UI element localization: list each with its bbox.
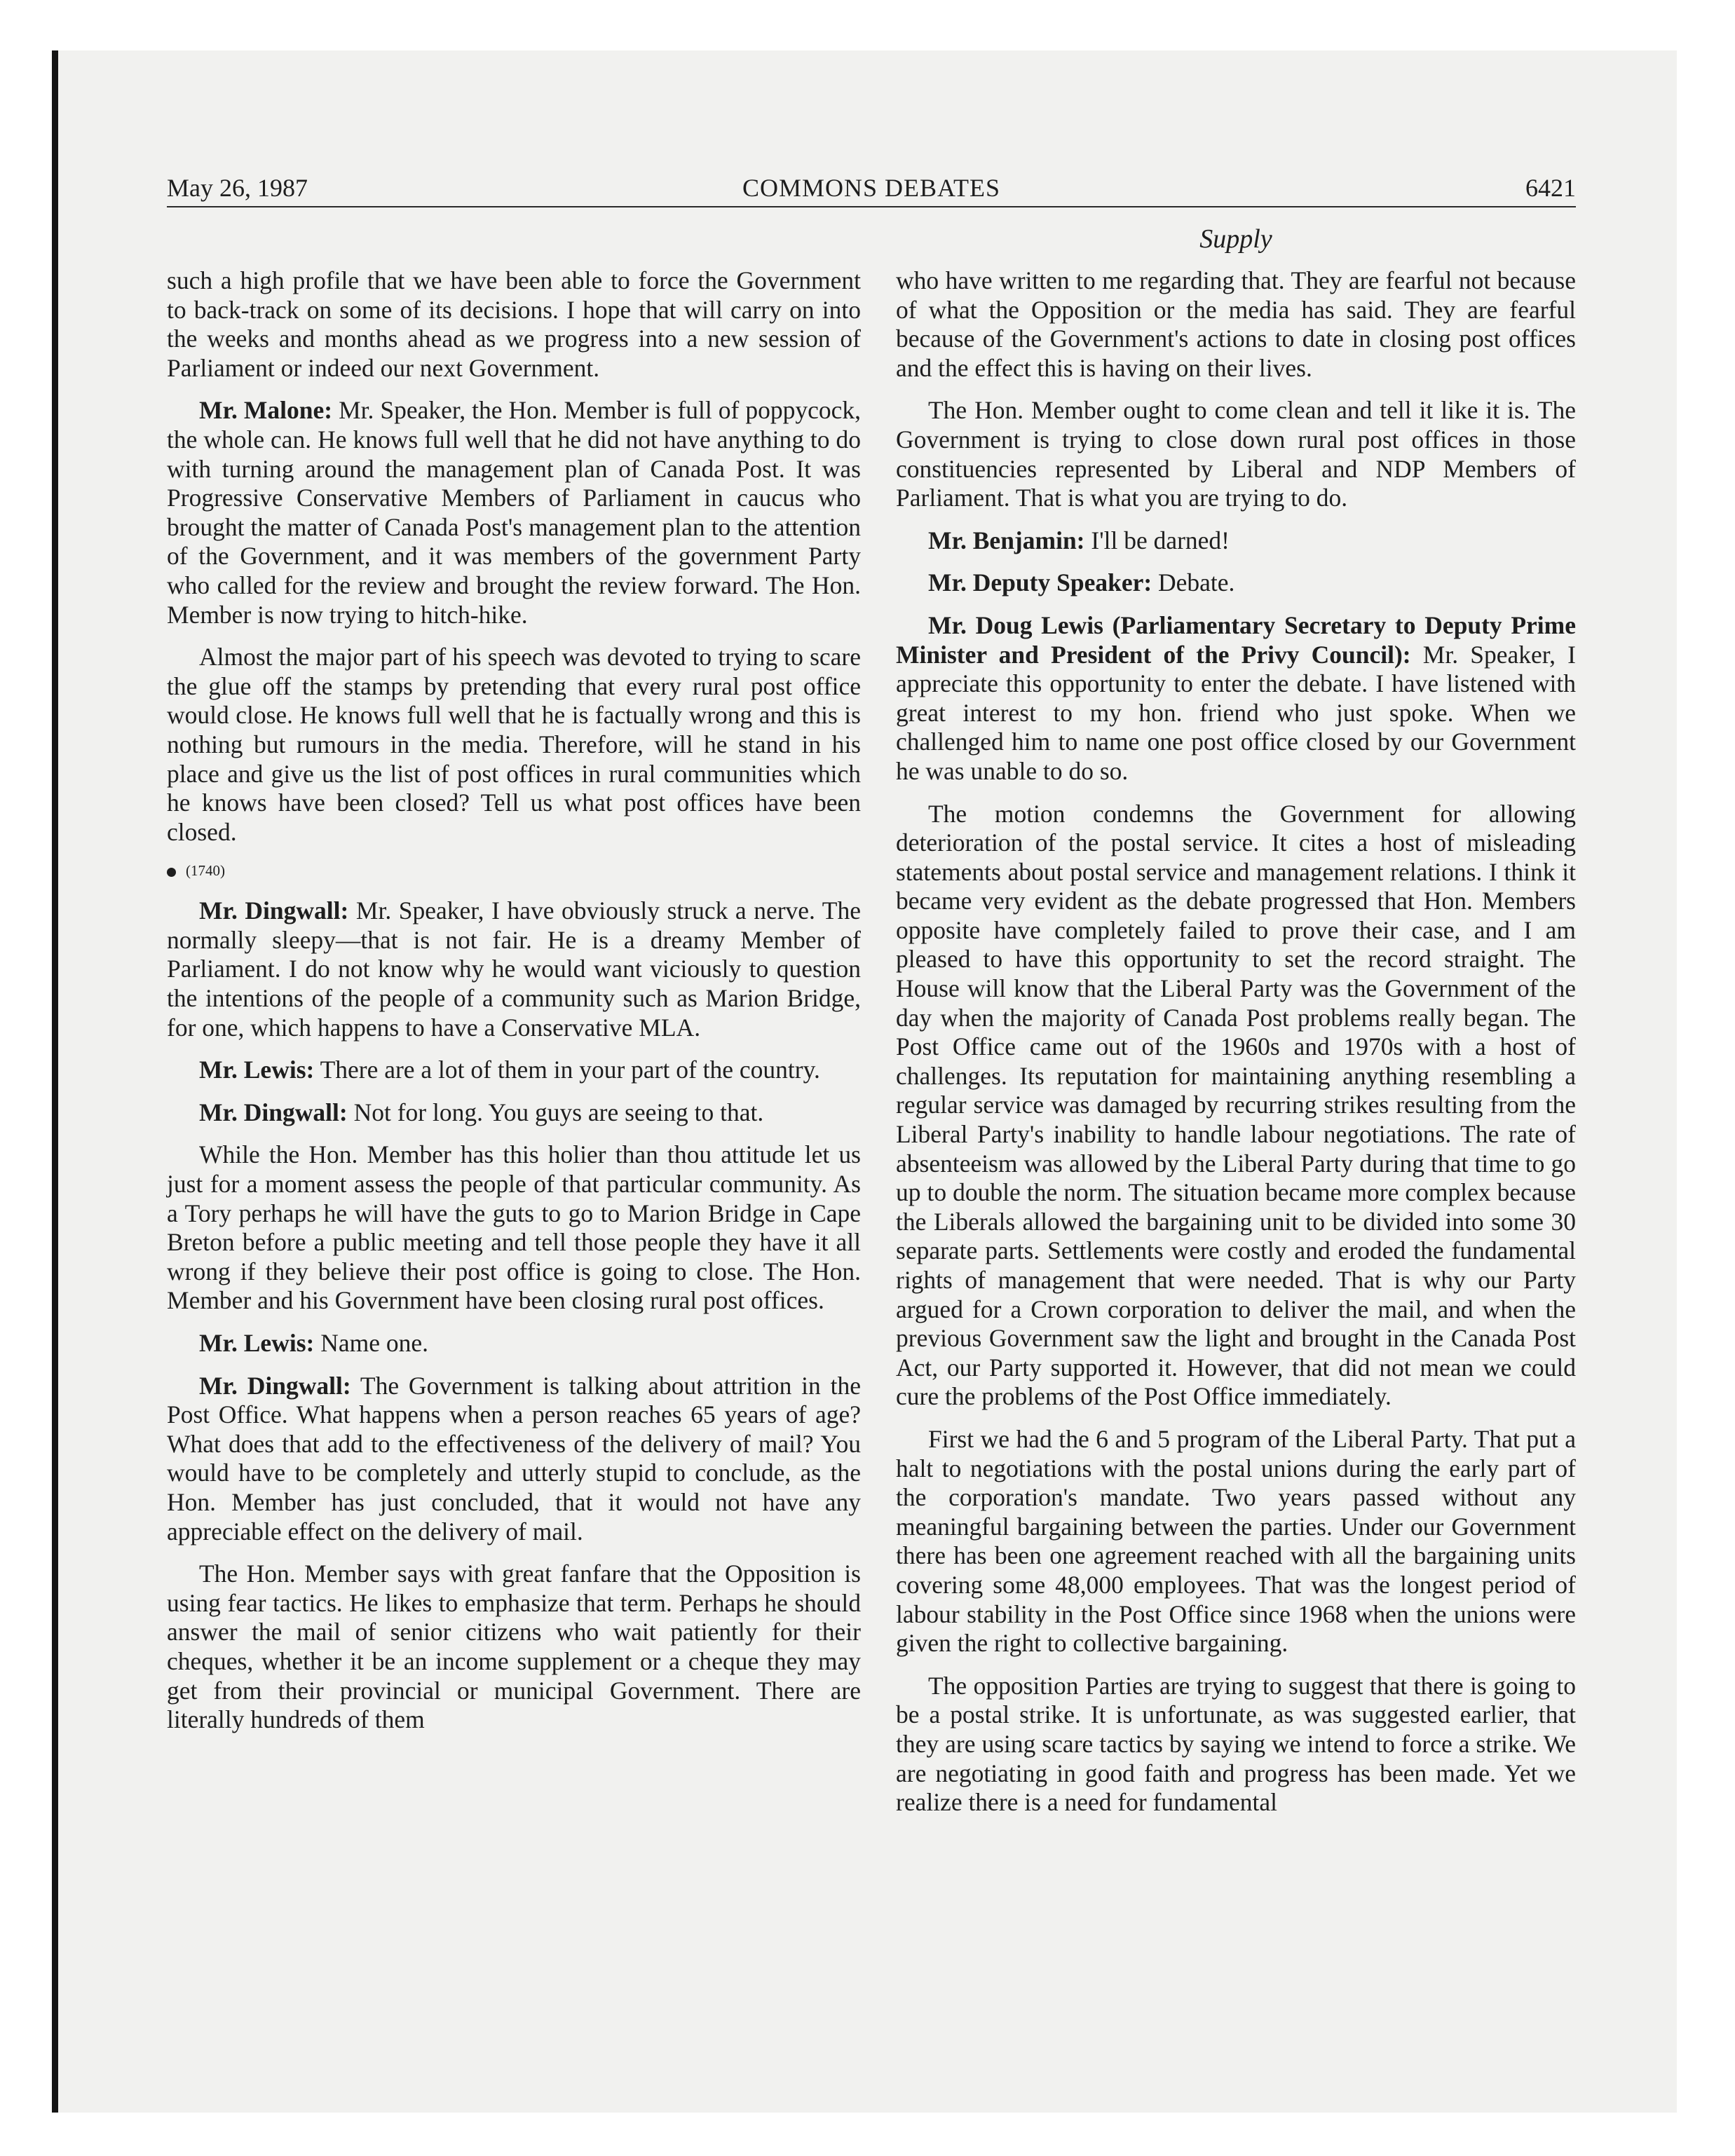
speech bbox=[896, 568, 1576, 598]
speech bbox=[167, 1329, 861, 1358]
paragraph: The Hon. Member ought to come clean and tell it like it is. The Government is trying to close down rural post offices in those constituencies represented by Liberal and NDP Members of Parliament. That is what you are trying to do. bbox=[896, 396, 1576, 512]
paragraph: The Hon. Member says with great fanfare that the Opposition is using fear tactics. He likes to emphasize that term. Perhaps he should answer the mail of senior citizens who wait patiently for their cheques, whether it be an income supplement or a cheque they may get from their provincial or municipal Government. There are literally hundreds of them bbox=[167, 1560, 861, 1734]
speaker-name: Mr. Lewis: bbox=[199, 1056, 315, 1084]
bullet-icon bbox=[167, 868, 176, 877]
speaker-name: Mr. Dingwall: bbox=[199, 896, 349, 925]
paragraph: The opposition Parties are trying to suggest that there is going to be a postal strike. It is unfortunate, as was suggested earlier, that they are using scare tactics by saying we intend to force a strike. We are negotiating in good faith and progress has been made. Yet we realize there is a need for fundamental bbox=[896, 1671, 1576, 1817]
speech bbox=[896, 611, 1576, 786]
time-stamp: (1740) bbox=[186, 862, 225, 880]
header-title: COMMONS DEBATES bbox=[742, 174, 1001, 202]
header-rule bbox=[167, 206, 1576, 207]
speech-text: Mr. Speaker, the Hon. Member is full of poppycock, the whole can. He knows full well that he did not have anything to do with turning around the management plan of Canada Post. It was Progressive Conservative Members of Parliament in caucus who brought the matter of Canada Post's management plan to the attention of the Government, and it was members of the government Party who called for the review and brought the review forward. The Hon. Member is now trying to hitch-hike. bbox=[167, 396, 861, 629]
time-marker bbox=[167, 860, 861, 881]
speech-text: The Government is talking about attrition in the Post Office. What happens when a person reaches 65 years of age? What does that add to the effectiveness of the delivery of mail? You would have to be completely and utterly stupid to conclude, as the Hon. Member has just concluded, that it would not have any appreciable effect on the delivery of mail. bbox=[167, 1371, 862, 1546]
section-title: Supply bbox=[1199, 224, 1272, 254]
speech-text: Mr. Speaker, I appreciate this opportunity to enter the debate. I have listened with great interest to my hon. friend who just spoke. When we challenged him to name one post office closed by our Government he was unable to do so. bbox=[896, 640, 1576, 785]
paragraph: who have written to me regarding that. They are fearful not because of what the Opposition or the media has said. They are fearful because of the Government's actions to date in closing post offices and the effect this is having on their lives. bbox=[896, 266, 1576, 382]
binding-edge bbox=[52, 50, 58, 2113]
speaker-name: Mr. Benjamin: bbox=[928, 526, 1085, 554]
speaker-name: Mr. Deputy Speaker: bbox=[928, 568, 1152, 597]
speaker-name: Mr. Dingwall: bbox=[199, 1371, 351, 1400]
header-page-number: 6421 bbox=[1525, 174, 1576, 202]
speech bbox=[896, 526, 1576, 556]
speaker-name: Mr. Malone: bbox=[199, 396, 333, 425]
speech-text: Debate. bbox=[1158, 568, 1235, 597]
speech-text: Name one. bbox=[320, 1329, 428, 1357]
speech-text: There are a lot of them in your part of the country. bbox=[320, 1056, 820, 1084]
speech bbox=[167, 1098, 861, 1128]
speech-text: Not for long. You guys are seeing to that. bbox=[353, 1098, 764, 1126]
speaker-name: Mr. Doug Lewis (Parliamentary Secretary to Deputy Prime Minister and President of the Privy Council): bbox=[896, 610, 1576, 669]
right-column bbox=[896, 266, 1576, 1831]
speech bbox=[167, 1372, 861, 1547]
speech-text: I'll be darned! bbox=[1091, 526, 1230, 554]
speech bbox=[167, 896, 861, 1042]
paragraph: First we had the 6 and 5 program of the Liberal Party. That put a halt to negotiations with the postal unions during the early part of the corporation's mandate. Two years passed without any meaningful bargaining between the parties. Under our Government there has been one agreement reached with all the bargaining units covering some 48,000 employees. That was the longest period of labour stability in the Post Office since 1968 when the unions were given the right to collective bargaining. bbox=[896, 1424, 1576, 1658]
paragraph: While the Hon. Member has this holier than thou attitude let us just for a moment assess the people of that particular community. As a Tory perhaps he will have the guts to go to Marion Bridge in Cape Breton before a public meeting and tell those people they have it all wrong if they believe their post office is going to close. The Hon. Member and his Government have been closing rural post offices. bbox=[167, 1140, 861, 1315]
paragraph: The motion condemns the Government for allowing deterioration of the postal service. It cites a host of misleading statements about postal service and management relations. I think it became very evident as the debate progressed that Hon. Members opposite have completely failed to prove their case, and I am pleased to have this opportunity to set the record straight. The House will know that the Liberal Party was the Government of the day when the majority of Canada Post problems really began. The Post Office came out of the 1960s and 1970s with a host of challenges. Its reputation for maintaining anything resembling a regular service was damaged by recurring strikes resulting from the Liberal Party's inability to handle labour negotiations. The rate of absenteeism was allowed by the Liberal Party during that time to go up to double the norm. The situation became more complex because the Liberals allowed the bargaining unit to be divided into some 30 separate parts. Settlements were costly and eroded the fundamental rights of management that were needed. That is why our Party argued for a Crown corporation to deliver the mail, and when the previous Government saw the light and brought in the Canada Post Act, our Party supported it. However, that did not mean we could cure the problems of the Post Office immediately. bbox=[896, 799, 1576, 1411]
speech bbox=[167, 1056, 861, 1085]
left-column bbox=[167, 266, 861, 1748]
speaker-name: Mr. Dingwall: bbox=[199, 1098, 348, 1126]
speaker-name: Mr. Lewis: bbox=[199, 1329, 315, 1357]
speech-text: Mr. Speaker, I have obviously struck a nerve. The normally sleepy—that is not fair. He is a dreamy Member of Parliament. I do not know why he would want viciously to question the intentions of the people of a community such as Marion Bridge, for one, which happens to have a Conservative MLA. bbox=[167, 896, 861, 1042]
speech bbox=[167, 396, 861, 629]
paragraph: Almost the major part of his speech was devoted to trying to scare the glue off the stamps by pretending that every rural post office would close. He knows full well that he is factually wrong and this is nothing but rumours in the media. Therefore, will he stand in his place and give us the list of post offices in rural communities which he knows have been closed? Tell us what post offices have been closed. bbox=[167, 643, 861, 846]
header-date: May 26, 1987 bbox=[167, 174, 308, 202]
page-header bbox=[167, 171, 1576, 205]
paragraph: such a high profile that we have been able to force the Government to back-track on some of its decisions. I hope that will carry on into the weeks and months ahead as we progress into a new session of Parliament or indeed our next Government. bbox=[167, 266, 861, 382]
